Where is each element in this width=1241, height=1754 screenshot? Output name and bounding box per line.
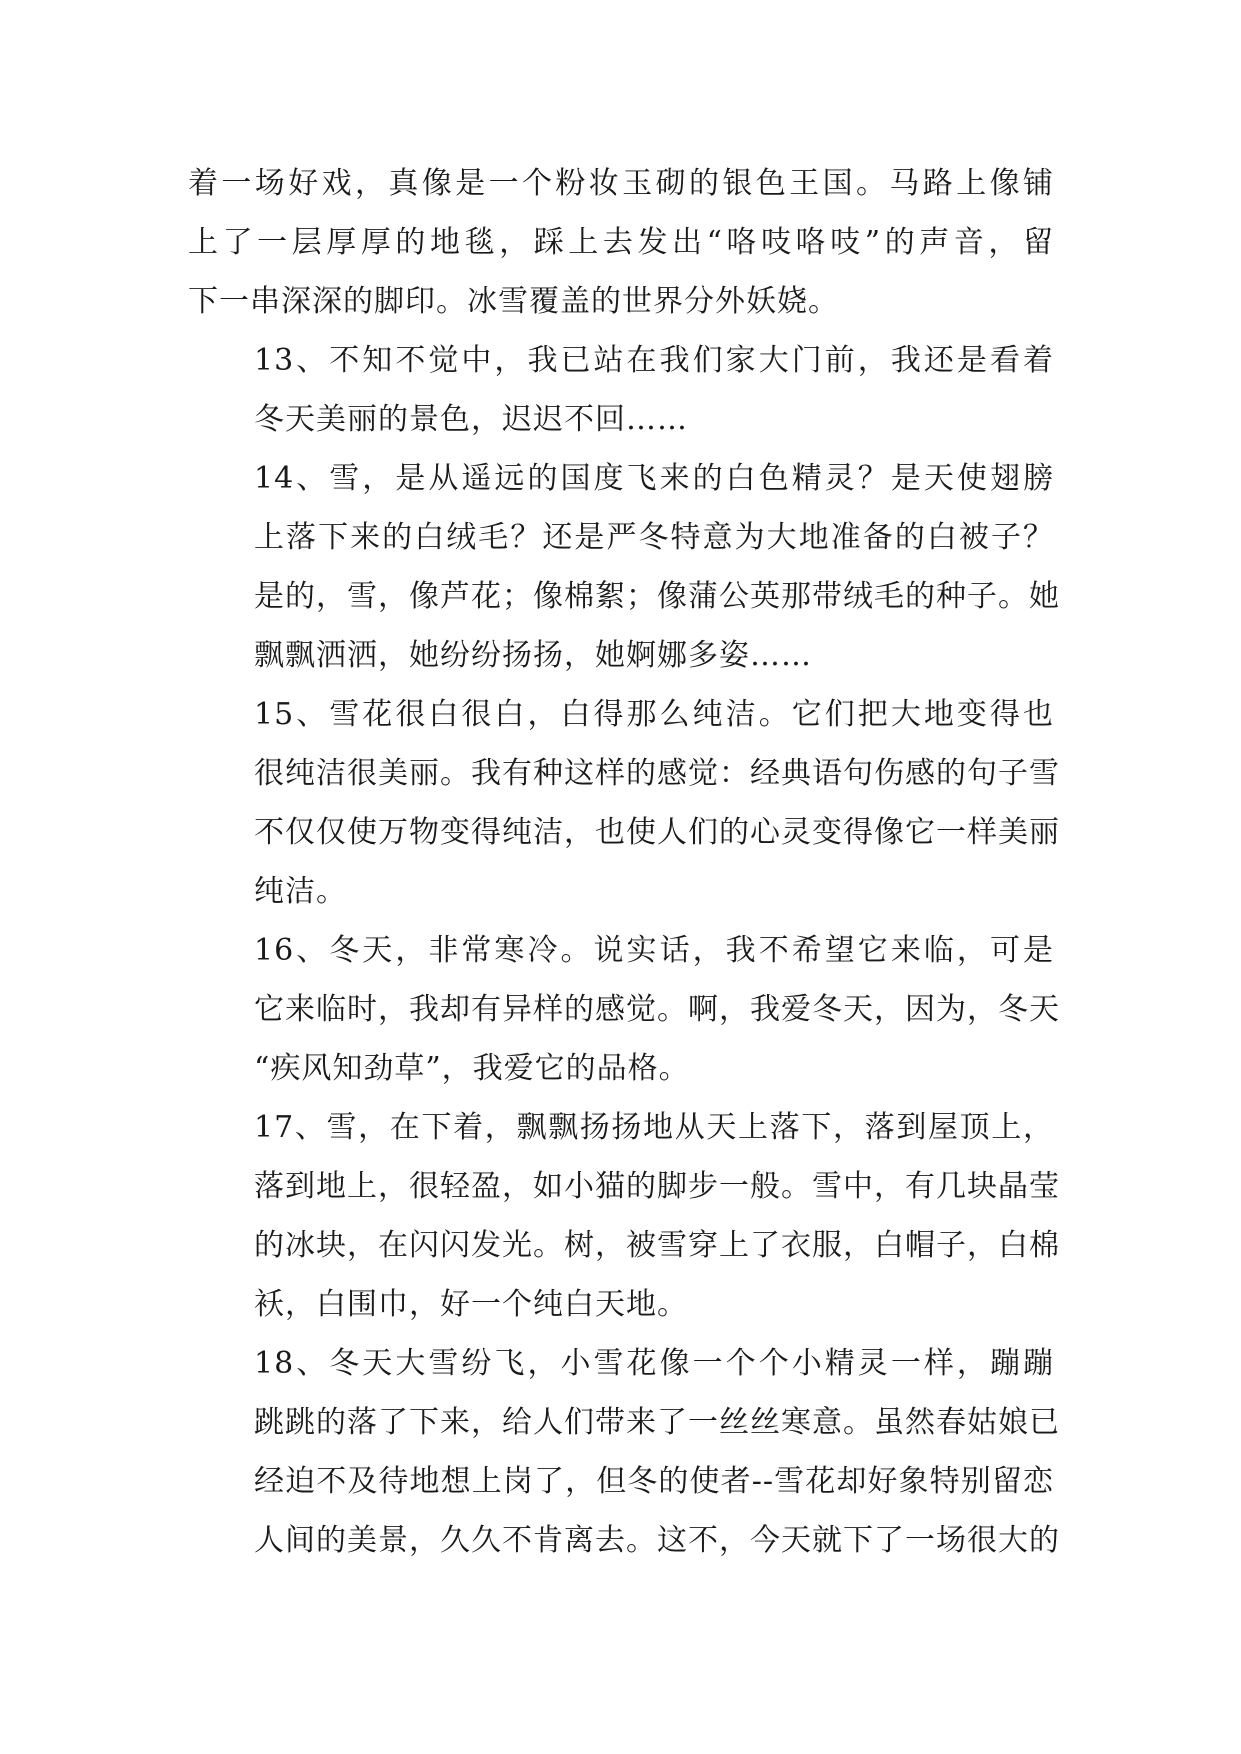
text-line: 人间的美景，久久不肯离去。这不，今天就下了一场很大的 — [254, 1523, 1060, 1558]
text-line: 的冰块，在闪闪发光。树，被雪穿上了衣服，白帽子，白棉 — [254, 1228, 1060, 1263]
text-line: 上落下来的白绒毛？还是严冬特意为大地准备的白被子？ — [254, 520, 1054, 555]
text-line: 16、冬天，非常寒冷。说实话，我不希望它来临，可是 — [254, 933, 1054, 968]
paragraph — [188, 1098, 1060, 1334]
text-line: 袄，白围巾，好一个纯白天地。 — [254, 1287, 688, 1322]
text-line: 它来临时，我却有异样的感觉。啊，我爱冬天，因为，冬天 — [254, 992, 1060, 1027]
text-line: 不仅仅使万物变得纯洁，也使人们的心灵变得像它一样美丽 — [254, 815, 1060, 850]
paragraph — [188, 449, 1060, 685]
text-line: 14、雪，是从遥远的国度飞来的白色精灵？是天使翅膀 — [254, 461, 1054, 496]
paragraph — [188, 331, 1054, 449]
paragraph — [188, 1334, 1060, 1570]
text-line: 经迫不及待地想上岗了，但冬的使者--雪花却好象特别留恋 — [254, 1464, 1054, 1499]
text-line: 着一场好戏，真像是一个粉妆玉砌的银色王国。马路上像铺 — [188, 166, 1054, 201]
text-line: 很纯洁很美丽。我有种这样的感觉：经典语句伤感的句子雪 — [254, 756, 1060, 791]
paragraph — [188, 154, 1054, 331]
text-line: 跳跳的落了下来，给人们带来了一丝丝寒意。虽然春姑娘已 — [254, 1405, 1060, 1440]
text-line: 13、不知不觉中，我已站在我们家大门前，我还是看着 — [254, 343, 1054, 378]
text-line: 17、雪，在下着，飘飘扬扬地从天上落下，落到屋顶上， — [254, 1110, 1054, 1145]
paragraph — [188, 921, 1060, 1098]
text-line: “疾风知劲草”，我爱它的品格。 — [254, 1051, 690, 1086]
text-line: 冬天美丽的景色，迟迟不回…… — [254, 402, 688, 437]
text-line: 落到地上，很轻盈，如小猫的脚步一般。雪中，有几块晶莹 — [254, 1169, 1060, 1204]
text-line: 纯洁。 — [254, 874, 347, 909]
paragraph — [188, 685, 1060, 921]
document-body — [188, 154, 1060, 1570]
text-line: 下一串深深的脚印。冰雪覆盖的世界分外妖娆。 — [188, 284, 839, 319]
text-line: 上了一层厚厚的地毯，踩上去发出“咯吱咯吱”的声音，留 — [188, 225, 1054, 260]
text-line: 飘飘洒洒，她纷纷扬扬，她婀娜多姿…… — [254, 638, 812, 673]
text-line: 15、雪花很白很白，白得那么纯洁。它们把大地变得也 — [254, 697, 1054, 732]
text-line: 是的，雪，像芦花；像棉絮；像蒲公英那带绒毛的种子。她 — [254, 579, 1060, 614]
text-line: 18、冬天大雪纷飞，小雪花像一个个小精灵一样，蹦蹦 — [254, 1346, 1054, 1381]
